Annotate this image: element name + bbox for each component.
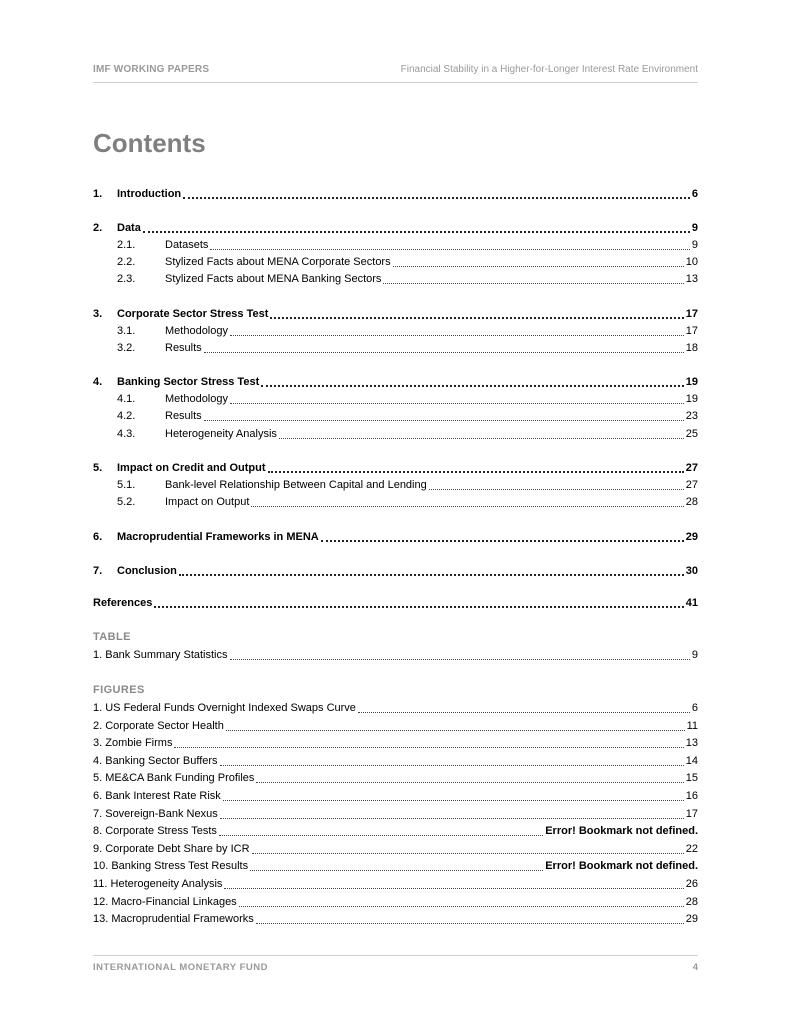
toc-entry-number: 2.1. [117,239,136,251]
toc-entry-page: 16 [685,790,698,802]
toc-entry[interactable] [93,736,698,750]
dot-leader [279,428,684,439]
toc-entry-label: Methodology [165,393,228,405]
toc-entry-number: 4.1. [117,393,136,405]
toc-entry[interactable] [93,495,698,509]
toc-entry-label: 3. Zombie Firms [93,737,173,750]
dot-leader [223,790,684,801]
toc-entry-number: 4.3. [117,428,136,440]
toc-entry[interactable] [93,564,698,578]
section-heading: TABLE [93,631,131,643]
toc-entry-number: 2.3. [117,273,136,285]
toc-entry-page: 9 [691,649,698,661]
toc-entry-page: 27 [685,462,698,474]
toc-entry-page: 17 [685,308,698,320]
toc-entry-page: 9 [691,239,698,251]
toc-entry-page: 23 [685,410,698,422]
publisher-label: INTERNATIONAL MONETARY FUND [93,962,268,973]
dot-leader [321,530,684,542]
toc-entry[interactable] [93,427,698,441]
toc-entry-label: Stylized Facts about MENA Corporate Sectors [165,256,391,268]
dot-leader [224,878,683,889]
toc-entry[interactable] [93,859,698,873]
toc-entry-label: Introduction [117,188,182,200]
page-title: Contents [93,128,206,158]
toc-entry-label: Heterogeneity Analysis [165,428,277,440]
toc-entry-page: 29 [685,913,698,926]
toc-entry[interactable] [93,409,698,423]
toc-entry[interactable] [93,461,698,475]
toc-entry-label: Impact on Output [165,496,250,508]
toc-entry-label: 13. Macroprudential Frameworks [93,913,254,926]
toc-entry-label: 9. Corporate Debt Share by ICR [93,842,250,855]
toc-entry[interactable] [93,187,698,201]
toc-entry-label: 5. ME&CA Bank Funding Profiles [93,772,255,785]
toc-entry-label: Conclusion [117,565,177,577]
toc-entry[interactable] [93,789,698,803]
toc-entry-number: 5.1. [117,479,136,491]
page-header [93,64,698,83]
section-heading: FIGURES [93,684,145,696]
toc-entry-label: Results [165,410,202,422]
toc-entry-number: 2. [93,222,103,234]
toc-entry[interactable] [93,877,698,891]
dot-leader [143,221,690,233]
toc-entry-label: Results [165,342,202,354]
paper-title: Financial Stability in a Higher-for-Longer Interest Rate Environment [400,64,698,75]
dot-leader [252,843,684,854]
dot-leader [256,772,683,783]
toc-entry[interactable] [93,719,698,733]
toc-entry-label: Data [117,222,141,234]
toc-entry-page: 22 [685,842,698,855]
toc-entry-page: 28 [685,895,698,908]
toc-entry-page: 28 [685,496,698,508]
toc-entry[interactable] [93,238,698,252]
dot-leader [268,461,684,473]
dot-leader [220,755,684,766]
toc-entry-number: 4. [93,376,103,388]
toc-entry-number: 1. [93,188,103,200]
toc-entry-label: 6. Bank Interest Rate Risk [93,790,221,802]
toc-entry[interactable] [93,341,698,355]
toc-entry-page: 17 [685,807,698,820]
toc-entry-page: 25 [685,428,698,440]
toc-entry-number: 7. [93,565,103,577]
toc-entry[interactable] [93,255,698,269]
toc-entry-page: 26 [685,878,698,890]
toc-entry-page: 27 [685,479,698,491]
toc-entry[interactable] [93,530,698,544]
toc-entry-label: 8. Corporate Stress Tests [93,825,217,838]
toc-entry-label: 2. Corporate Sector Health [93,719,224,732]
toc-entry-label: Stylized Facts about MENA Banking Sectors [165,273,382,285]
toc-entry-number: 2.2. [117,256,136,268]
toc-entry-number: 3. [93,308,103,320]
toc-entry[interactable] [93,895,698,909]
toc-entry-label: Macroprudential Frameworks in MENA [117,531,319,543]
toc-entry-page: Error! Bookmark not defined. [545,825,698,838]
toc-entry-label: Bank-level Relationship Between Capital and Lending [165,479,427,491]
toc-entry[interactable] [93,842,698,856]
toc-entry-page: 11 [686,719,698,732]
dot-leader [261,375,684,387]
dot-leader [179,564,684,576]
toc-entry[interactable] [93,912,698,926]
dot-leader [204,410,684,421]
series-label: IMF WORKING PAPERS [93,64,210,75]
toc-entry-label: 1. Bank Summary Statistics [93,649,228,661]
toc-entry-page: Error! Bookmark not defined. [545,860,698,873]
dot-leader [358,702,690,713]
dot-leader [250,860,543,871]
toc-entry-page: 6 [691,188,698,200]
toc-entry-page: 17 [685,325,698,337]
toc-entry-label: Corporate Sector Stress Test [117,308,269,320]
toc-entry[interactable] [93,272,698,286]
toc-entry-number: 6. [93,531,103,543]
toc-entry-page: 13 [685,273,698,285]
toc-entry-page: 6 [691,702,698,714]
toc-entry[interactable] [93,824,698,838]
toc-entry[interactable] [93,771,698,785]
dot-leader [226,720,685,731]
page-number: 4 [692,962,698,973]
toc-entry[interactable] [93,392,698,406]
dot-leader [429,479,684,490]
toc-entry-number: 4.2. [117,410,136,422]
toc-entry-label: References [93,597,153,609]
toc-entry-page: 41 [685,597,698,609]
toc-entry-page: 14 [685,754,698,767]
toc-entry[interactable] [93,324,698,338]
toc-entry-page: 10 [685,256,698,268]
toc-entry-number: 5.2. [117,496,136,508]
toc-entry-number: 3.1. [117,325,136,337]
toc-entry[interactable] [93,807,698,821]
toc-entry-label: 10. Banking Stress Test Results [93,860,249,873]
dot-leader [174,737,683,748]
toc-entry-label: 4. Banking Sector Buffers [93,754,218,767]
toc-entry-page: 13 [685,737,698,750]
dot-leader [220,808,684,819]
toc-entry[interactable] [93,221,698,235]
toc-entry[interactable] [93,478,698,492]
dot-leader [183,187,690,199]
toc-entry-page: 19 [685,376,698,388]
dot-leader [230,393,684,404]
dot-leader [270,307,683,319]
toc-entry[interactable] [93,596,698,610]
toc-entry-page: 18 [685,342,698,354]
toc-entry-label: Banking Sector Stress Test [117,376,260,388]
dot-leader [154,596,683,608]
dot-leader [230,325,684,336]
dot-leader [383,273,683,284]
toc-entry-number: 5. [93,462,103,474]
toc-entry-label: Methodology [165,325,228,337]
toc-entry[interactable] [93,754,698,768]
dot-leader [393,256,684,267]
toc-entry-page: 30 [685,565,698,577]
dot-leader [219,825,543,836]
toc-entry[interactable] [93,701,698,715]
toc-entry-page: 9 [691,222,698,234]
dot-leader [256,913,684,924]
toc-entry-label: Datasets [165,239,209,251]
toc-entry-page: 19 [685,393,698,405]
dot-leader [239,896,684,907]
page-footer [93,955,698,974]
toc-entry-label: 12. Macro-Financial Linkages [93,895,237,908]
toc-entry-label: 7. Sovereign-Bank Nexus [93,807,218,820]
toc-entry-page: 29 [685,531,698,543]
toc-entry-label: 1. US Federal Funds Overnight Indexed Swaps Curve [93,702,356,714]
toc-entry-number: 3.2. [117,342,136,354]
toc-entry-label: 11. Heterogeneity Analysis [93,878,223,890]
toc-entry-page: 15 [685,772,698,785]
dot-leader [251,496,683,507]
dot-leader [204,342,684,353]
toc-entry[interactable] [93,307,698,321]
toc-entry[interactable] [93,648,698,662]
toc-entry-label: Impact on Credit and Output [117,462,266,474]
toc-entry[interactable] [93,375,698,389]
dot-leader [230,649,690,660]
dot-leader [210,239,689,250]
